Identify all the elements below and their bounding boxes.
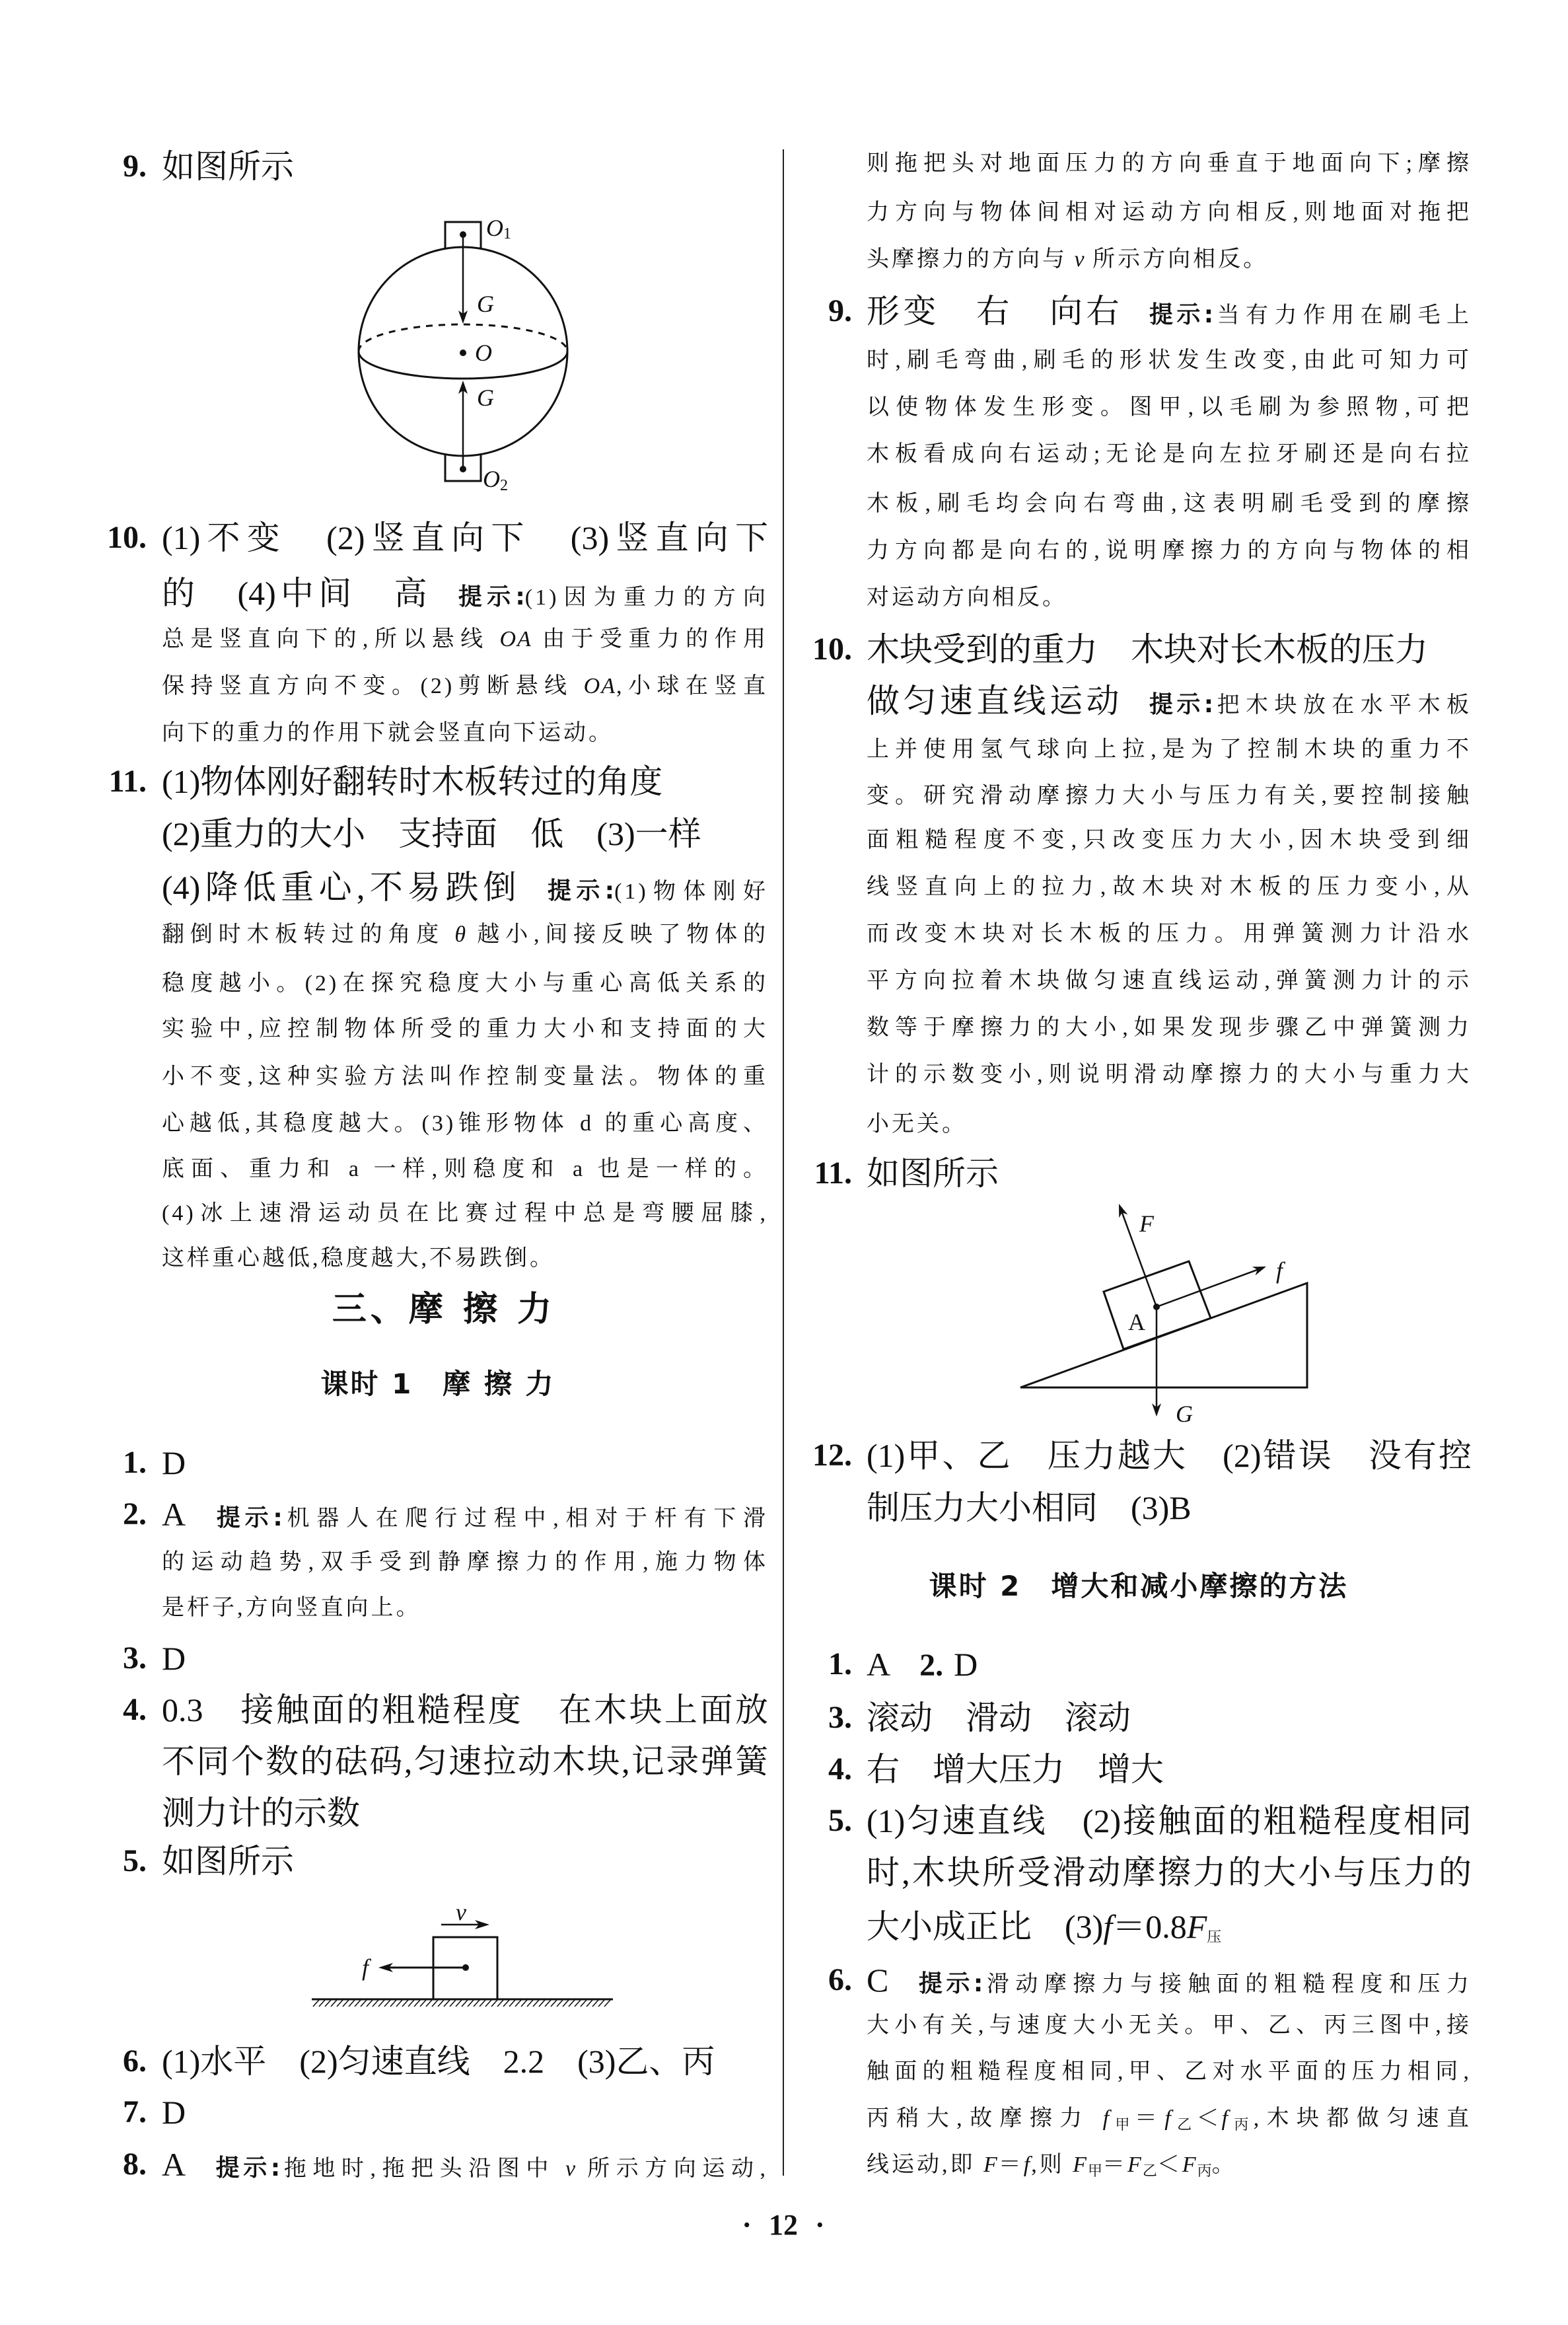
- hint-text: 数等于摩擦力的大小,如果发现步骤乙中弹簧测力: [867, 1015, 1472, 1040]
- answer-text: 测力计的示数: [162, 1794, 360, 1831]
- answer-text: (4)降低重心,不易跌倒: [162, 869, 522, 906]
- math-variable: θ: [445, 922, 478, 947]
- hint-text: 以使物体发生形变。图甲,以毛刷为参照物,可把: [867, 395, 1472, 420]
- question-number: 11.: [814, 1156, 852, 1191]
- math-variable: f: [1164, 2106, 1172, 2131]
- answer-text: C: [867, 1962, 889, 1999]
- incline-block-dot: [1153, 1304, 1160, 1310]
- hint-text: 向下的重力的作用下就会竖直向下运动。: [162, 721, 614, 745]
- hint-text: 稳度越小。(2)在探究稳度大小与重心高低关系的: [162, 971, 768, 996]
- hint-text: ＝: [998, 2153, 1024, 2177]
- hint-text: 的运动趋势,双手受到静摩擦力的作用,施力物体: [162, 1550, 768, 1574]
- answer-text: D: [162, 2094, 186, 2131]
- incline-figure: [1020, 1204, 1307, 1427]
- math-variable: OA: [489, 627, 543, 651]
- center-dot: [460, 350, 466, 356]
- answer-text: (1)甲、乙 压力越大 (2)错误 没有控: [867, 1437, 1472, 1474]
- answer-text: 制压力大小相同 (3)B: [867, 1489, 1192, 1526]
- question-number: 2.: [123, 1496, 147, 1532]
- question-number: 9.: [123, 149, 147, 184]
- label-friction-force: f: [1276, 1257, 1283, 1284]
- math-variable: v: [554, 2157, 588, 2181]
- hint-text: 机器人在爬行过程中,相对于杆有下滑: [282, 1506, 769, 1531]
- label-o1: O1: [486, 215, 511, 242]
- hint-label: 提示:: [212, 1504, 283, 1532]
- hint-text: 小无关。: [867, 1112, 967, 1136]
- hint-text: 所示方向运动,: [587, 2157, 769, 2181]
- hint-text: 力方向与物体间相对运动方向相反,则地面对拖把: [867, 200, 1472, 225]
- hint-text: ,小球在竖直: [616, 674, 768, 698]
- lesson-heading: 课时 2 增大和减小摩擦的方法: [929, 1570, 1349, 1602]
- hint-label: 提示:: [1149, 691, 1214, 718]
- answer-text: D: [162, 1444, 186, 1481]
- math-variable: f: [1023, 2153, 1032, 2177]
- hint-text: 小不变,这种实验方法叫作控制变量法。物体的重: [162, 1064, 768, 1089]
- answer-text: 做匀速直线运动: [867, 683, 1123, 720]
- hint-text: (1)因为重力的方向: [524, 585, 768, 610]
- answer-text: (1)物体刚好翻转时木板转过的角度: [162, 763, 663, 800]
- ground-hatch: [313, 2000, 610, 2007]
- subscript: 甲: [1088, 2162, 1103, 2179]
- question-number: 8.: [123, 2147, 147, 2182]
- answer-text: 时,木块所受滑动摩擦力的大小与压力的: [867, 1854, 1472, 1891]
- hint-text: 由于受重力的作用: [542, 627, 769, 651]
- question-number: 11.: [108, 764, 147, 799]
- hint-text: 时,刷毛弯曲,刷毛的形状发生改变,由此可知力可: [867, 348, 1472, 373]
- label-o2: O2: [483, 466, 508, 494]
- hint-text: 保持竖直方向不变。(2)剪断悬线: [162, 674, 573, 698]
- block-on-ground-figure: [312, 1899, 613, 2007]
- question-number: 3.: [123, 1641, 147, 1676]
- answer-text: 大小成正比 (3): [867, 1908, 1104, 1945]
- answer-text: 如图所示: [162, 148, 294, 185]
- hint-text: 。: [1211, 2153, 1237, 2177]
- question-number: 1.: [828, 1646, 852, 1681]
- page-number-left-dot: ·: [742, 2208, 752, 2241]
- answer-text: 如图所示: [867, 1155, 999, 1192]
- label-gravity-bottom: G: [477, 385, 494, 411]
- hint-text: 滑动摩擦力与接触面的粗糙程度和压力: [983, 1972, 1472, 1997]
- hint-text: ,则: [1031, 2153, 1073, 2177]
- hint-text: 线运动,即: [867, 2153, 983, 2177]
- hint-text: 拖地时,拖把头沿图中: [280, 2157, 555, 2181]
- hint-text: 线竖直向上的拉力,故木块对木板的压力变小,从: [867, 875, 1472, 899]
- answer-text: A: [162, 2146, 186, 2183]
- hint-text: 变。研究滑动摩擦力大小与压力有关,要控制接触: [867, 784, 1472, 808]
- answer-text: D: [162, 1640, 186, 1677]
- question-number: 6.: [828, 1962, 852, 1997]
- math-variable: F: [1127, 2153, 1143, 2177]
- hint-label: 提示:: [458, 583, 525, 610]
- subscript: 丙: [1229, 2116, 1254, 2133]
- hint-text: 所示方向相反。: [1092, 247, 1269, 272]
- hint-text: 把木块放在水平木板: [1213, 693, 1472, 718]
- hint-text: (1)物体刚好: [614, 879, 768, 904]
- hint-text: 面粗糙程度不变,只改变压力大小,因木块受到细: [867, 828, 1472, 852]
- equator-back-dashed: [359, 324, 567, 351]
- question-number: 2.: [919, 1648, 944, 1683]
- hint-text: 总是竖直向下的,所以悬线: [162, 627, 489, 651]
- hint-text: 心越低,其稳度越大。(3)锥形物体 d 的重心高度、: [162, 1111, 768, 1136]
- hint-text: 头摩擦力的方向与: [867, 247, 1067, 272]
- math-variable: f: [1221, 2106, 1229, 2131]
- hint-text: (4)冰上速滑运动员在比赛过程中总是弯腰屈膝,: [162, 1201, 768, 1226]
- hint-text: 是杆子,方向竖直向上。: [162, 1596, 421, 1620]
- label-center-o: O: [475, 340, 492, 366]
- lesson-heading: 课时 1 摩 擦 力: [320, 1368, 555, 1400]
- math-variable: f: [1103, 1908, 1113, 1945]
- question-number: 10.: [812, 632, 852, 667]
- math-variable: f: [1102, 2106, 1111, 2131]
- label-gravity-force: G: [1176, 1401, 1193, 1427]
- hint-text: ,木块都做匀速直: [1253, 2106, 1472, 2131]
- hint-text: 计的示数变小,则说明滑动摩擦力的大小与重力大: [867, 1062, 1472, 1087]
- answer-text: 不同个数的砝码,匀速拉动木块,记录弹簧: [162, 1743, 768, 1780]
- question-number: 5.: [828, 1803, 852, 1838]
- page-number-right-dot: ·: [815, 2208, 825, 2241]
- question-number: 10.: [107, 520, 147, 555]
- math-variable: v: [1067, 247, 1093, 272]
- hint-text: 木板,刷毛均会向右弯曲,这表明刷毛受到的摩擦: [867, 492, 1472, 516]
- math-variable: F: [1182, 2153, 1197, 2177]
- page-number: [684, 2205, 882, 2244]
- hint-text: 上并使用氢气球向上拉,是为了控制木块的重力不: [867, 737, 1472, 762]
- hint-text: 对运动方向相反。: [867, 585, 1067, 610]
- math-variable: F: [1186, 1908, 1207, 1945]
- hint-text: 而改变木块对长木板的压力。用弹簧测力计沿水: [867, 922, 1472, 946]
- answer-text: A: [867, 1646, 891, 1683]
- label-support-force: F: [1139, 1210, 1154, 1237]
- subscript: 乙: [1142, 2162, 1157, 2179]
- answer-text: A: [162, 1496, 186, 1533]
- subscript: 甲: [1110, 2116, 1135, 2133]
- math-variable: F: [1073, 2153, 1088, 2177]
- hint-text: ＜: [1157, 2153, 1182, 2177]
- hint-text: 木板看成向右运动;无论是向左拉牙刷还是向右拉: [867, 442, 1472, 466]
- subscript: 乙: [1172, 2116, 1197, 2133]
- subscript: 丙: [1197, 2162, 1212, 2179]
- question-number: 5.: [123, 1843, 147, 1878]
- answer-text: (1)匀速直线 (2)接触面的粗糙程度相同: [867, 1802, 1472, 1839]
- question-number: 9.: [828, 293, 852, 328]
- answer-text: 滚动 滑动 滚动: [867, 1699, 1131, 1736]
- question-number: 3.: [828, 1700, 852, 1735]
- page-number-value: 12: [769, 2208, 798, 2241]
- answer-text: 如图所示: [162, 1843, 294, 1880]
- hint-text: 实验中,应控制物体所受的重力大小和支持面的大: [162, 1017, 768, 1041]
- label-block-a: A: [1128, 1309, 1145, 1335]
- answer-text: 0.3 接触面的粗糙程度 在木块上面放: [162, 1691, 768, 1728]
- hint-text: 则拖把头对地面压力的方向垂直于地面向下;摩擦: [867, 151, 1472, 176]
- math-variable: F: [983, 2153, 999, 2177]
- question-number: 6.: [123, 2044, 147, 2079]
- answer-text: (1)水平 (2)匀速直线 2.2 (3)乙、丙: [162, 2043, 715, 2080]
- hint-text: 触面的粗糙程度相同,甲、乙对水平面的压力相同,: [867, 2059, 1472, 2084]
- question-number: 7.: [123, 2094, 147, 2129]
- hint-text: ＜: [1196, 2106, 1222, 2131]
- answer-text: 木块受到的重力 木块对长木板的压力: [867, 631, 1428, 668]
- sphere-figure: [359, 215, 567, 494]
- hint-label: 提示:: [212, 2155, 281, 2182]
- math-variable: OA: [573, 674, 616, 698]
- answer-text: D: [954, 1646, 978, 1683]
- hint-text: 翻倒时木板转过的角度: [162, 922, 445, 947]
- label-gravity-top: G: [477, 291, 494, 317]
- hint-text: 当有力作用在刷毛上: [1213, 303, 1472, 328]
- hint-text: ＝: [1134, 2106, 1165, 2131]
- section-heading: 三、摩 擦 力: [332, 1290, 556, 1329]
- hint-text: 底面、重力和 a 一样,则稳度和 a 也是一样的。: [162, 1157, 768, 1181]
- question-number: 12.: [812, 1438, 852, 1473]
- answer-text: 形变 右 向右: [867, 293, 1123, 330]
- question-number: 4.: [123, 1692, 147, 1727]
- question-number: 4.: [828, 1752, 852, 1787]
- answer-text: 右 增大压力 增大: [867, 1751, 1164, 1788]
- hint-text: 越小,间接反映了物体的: [477, 922, 769, 947]
- hint-text: 力方向都是向右的,说明摩擦力的方向与物体的相: [867, 538, 1472, 563]
- label-velocity: v: [456, 1899, 466, 1925]
- subscript: 压: [1207, 1929, 1222, 1945]
- answer-text: ＝0.8: [1112, 1908, 1187, 1945]
- hint-label: 提示:: [548, 877, 615, 904]
- hint-text: ＝: [1102, 2153, 1128, 2177]
- hint-text: 大小有关,与速度大小无关。甲、乙、丙三图中,接: [867, 2013, 1472, 2038]
- answer-text: (1)不变 (2)竖直向下 (3)竖直向下: [162, 519, 768, 556]
- answer-text: (2)重力的大小 支持面 低 (3)一样: [162, 815, 701, 852]
- answer-text: 的 (4)中间 高: [162, 575, 432, 612]
- label-friction: f: [362, 1954, 369, 1981]
- hint-text: 丙稍大,故摩擦力: [867, 2106, 1103, 2131]
- hint-label: 提示:: [1149, 301, 1214, 328]
- hint-label: 提示:: [915, 1970, 983, 1997]
- hint-text: 这样重心越低,稳度越大,不易跌倒。: [162, 1246, 555, 1271]
- hint-text: 平方向拉着木块做匀速直线运动,弹簧测力计的示: [867, 969, 1472, 993]
- question-number: 1.: [123, 1445, 147, 1480]
